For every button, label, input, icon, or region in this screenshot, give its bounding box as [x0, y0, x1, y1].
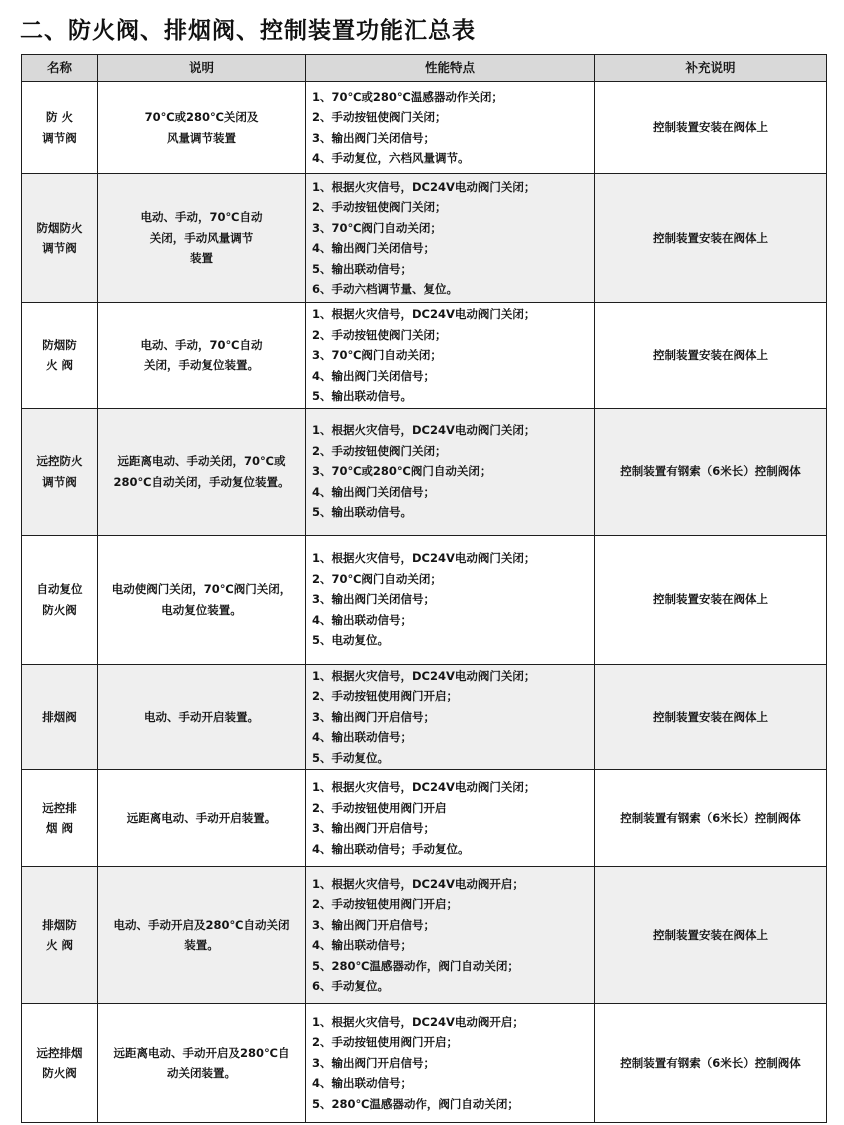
cell-name — [22, 664, 98, 770]
table-header-row — [22, 55, 827, 82]
cell-features — [306, 1004, 595, 1123]
feature-line: 2、手动按钮使阀门关闭； — [312, 200, 447, 214]
cell-description — [98, 1004, 306, 1123]
cell-description-line: 关闭，手动复位装置。 — [144, 358, 259, 373]
cell-name-line: 自动复位 — [36, 582, 83, 596]
feature-line: 3、输出阀门开启信号； — [312, 821, 436, 835]
feature-line: 1、根据火灾信号，DC24V电动阀门关闭； — [312, 307, 536, 321]
table-row — [22, 1004, 827, 1123]
cell-description-line: 风量调节装置 — [167, 130, 236, 145]
feature-line: 5、输出联动信号。 — [312, 505, 413, 520]
feature-line: 3、输出阀门开启信号； — [312, 917, 436, 932]
cell-name-line: 防烟防 — [42, 337, 77, 352]
cell-features — [306, 174, 595, 303]
feature-line: 2、手动按钮使阀门关闭； — [312, 110, 447, 124]
feature-line: 5、手动复位。 — [312, 750, 390, 765]
cell-description — [98, 535, 306, 664]
cell-notes: 控制装置安装在阀体上 — [595, 174, 827, 303]
feature-line: 1、根据火灾信号，DC24V电动阀门关闭； — [312, 179, 536, 194]
feature-line: 4、输出阀门关闭信号； — [312, 368, 436, 383]
feature-line: 4、输出阀门关闭信号； — [312, 484, 436, 499]
table-body — [22, 82, 827, 1123]
cell-name-line: 防烟防火 — [36, 220, 83, 235]
header-notes: 补充说明 — [595, 55, 827, 82]
cell-features — [306, 82, 595, 174]
cell-description — [98, 664, 306, 770]
feature-line: 5、输出联动信号。 — [312, 389, 413, 403]
cell-description-line: 远距离电动、手动开启装置。 — [126, 810, 277, 825]
table-row — [22, 408, 827, 535]
cell-description — [98, 770, 306, 867]
feature-line: 1、根据火灾信号，DC24V电动阀门关闭； — [312, 551, 536, 566]
feature-line: 5、280℃温感器动作，阀门自动关闭； — [312, 1096, 519, 1111]
cell-description-line: 电动复位装置。 — [161, 602, 242, 617]
cell-notes: 控制装置有钢索（6米长）控制阀体 — [595, 408, 827, 535]
cell-name-line: 排烟防 — [42, 917, 77, 932]
cell-name — [22, 770, 98, 867]
cell-name-line: 防火阀 — [42, 602, 77, 617]
cell-description-line: 电动、手动开启装置。 — [144, 709, 259, 724]
cell-features — [306, 770, 595, 867]
cell-name-line: 烟 阀 — [45, 821, 73, 835]
cell-description-line: 280℃自动关闭，手动复位装置。 — [113, 474, 290, 489]
cell-name-line: 防 火 — [45, 110, 73, 124]
feature-line: 6、手动复位。 — [312, 979, 390, 993]
cell-description-line: 电动、手动，70℃自动 — [140, 337, 263, 352]
cell-notes: 控制装置安装在阀体上 — [595, 867, 827, 1004]
feature-line: 2、手动按钮使用阀门开启 — [312, 800, 447, 815]
cell-description-line: 装置 — [190, 251, 213, 266]
feature-line: 4、输出联动信号； — [312, 938, 413, 952]
feature-line: 3、输出阀门关闭信号； — [312, 592, 436, 607]
feature-line: 6、手动六档调节量、复位。 — [312, 282, 459, 296]
header-description: 说明 — [98, 55, 306, 82]
feature-line: 3、70℃阀门自动关闭； — [312, 348, 442, 362]
cell-description-line: 70℃或280℃关闭及 — [144, 110, 259, 124]
cell-description-line: 动关闭装置。 — [167, 1066, 236, 1080]
cell-description — [98, 82, 306, 174]
feature-line: 3、输出阀门开启信号； — [312, 1055, 436, 1070]
cell-features — [306, 867, 595, 1004]
cell-notes: 控制装置有钢索（6米长）控制阀体 — [595, 1004, 827, 1123]
feature-line: 2、手动按钮使阀门关闭； — [312, 443, 447, 458]
cell-description-line: 关闭，手动风量调节 — [149, 230, 254, 245]
feature-line: 1、根据火灾信号，DC24V电动阀开启； — [312, 1014, 524, 1029]
feature-line: 2、手动按钮使阀门关闭； — [312, 327, 447, 342]
feature-line: 2、手动按钮使用阀门开启； — [312, 897, 459, 911]
cell-description-line: 电动、手动开启及280℃自动关闭 — [113, 917, 290, 932]
cell-description — [98, 867, 306, 1004]
cell-name — [22, 535, 98, 664]
feature-line: 5、输出联动信号； — [312, 261, 413, 276]
cell-description-line: 远距离电动、手动开启及280℃自 — [113, 1045, 290, 1060]
table-row — [22, 535, 827, 664]
cell-name-line: 远控排烟 — [36, 1045, 83, 1060]
feature-line: 3、输出阀门开启信号； — [312, 709, 436, 724]
cell-name-line: 防火阀 — [42, 1066, 77, 1080]
cell-name — [22, 174, 98, 303]
cell-name-line: 火 阀 — [45, 938, 73, 952]
cell-name-line: 远控排 — [42, 800, 77, 815]
feature-line: 1、70℃或280℃温感器动作关闭； — [312, 89, 503, 104]
header-features: 性能特点 — [306, 55, 595, 82]
cell-name — [22, 867, 98, 1004]
cell-notes: 控制装置有钢索（6米长）控制阀体 — [595, 770, 827, 867]
cell-name — [22, 82, 98, 174]
feature-line: 4、输出联动信号；手动复位。 — [312, 841, 470, 856]
feature-line: 3、70℃阀门自动关闭； — [312, 220, 442, 235]
cell-notes: 控制装置安装在阀体上 — [595, 664, 827, 770]
table-row — [22, 770, 827, 867]
feature-line: 1、根据火灾信号，DC24V电动阀门关闭； — [312, 780, 536, 794]
cell-name — [22, 303, 98, 409]
feature-line: 2、70℃阀门自动关闭； — [312, 571, 442, 586]
cell-features — [306, 664, 595, 770]
cell-notes: 控制装置安装在阀体上 — [595, 303, 827, 409]
cell-features — [306, 303, 595, 409]
cell-name-line: 远控防火 — [36, 454, 83, 468]
cell-description-line: 远距离电动、手动关闭，70℃或 — [117, 454, 286, 468]
feature-line: 2、手动按钮使用阀门开启； — [312, 689, 459, 703]
feature-line: 3、70℃或280℃阀门自动关闭； — [312, 464, 492, 479]
feature-line: 4、输出联动信号； — [312, 612, 413, 627]
cell-description — [98, 174, 306, 303]
table-row — [22, 174, 827, 303]
feature-line: 2、手动按钮使用阀门开启； — [312, 1035, 459, 1050]
feature-line: 3、输出阀门关闭信号； — [312, 130, 436, 145]
table-row — [22, 303, 827, 409]
page-title: 二、防火阀、排烟阀、控制装置功能汇总表 — [20, 18, 476, 44]
cell-notes: 控制装置安装在阀体上 — [595, 82, 827, 174]
cell-description — [98, 408, 306, 535]
table-row — [22, 664, 827, 770]
cell-description — [98, 303, 306, 409]
feature-line: 5、280℃温感器动作，阀门自动关闭； — [312, 958, 519, 973]
table-row — [22, 867, 827, 1004]
feature-line: 1、根据火灾信号，DC24V电动阀门关闭； — [312, 668, 536, 683]
cell-description-line: 电动、手动，70℃自动 — [140, 210, 263, 225]
feature-line: 4、输出联动信号； — [312, 1076, 413, 1091]
feature-line: 4、输出联动信号； — [312, 730, 413, 744]
valve-function-summary-table — [21, 54, 827, 1123]
cell-name — [22, 408, 98, 535]
cell-name — [22, 1004, 98, 1123]
cell-name-line: 调节阀 — [42, 241, 77, 255]
cell-features — [306, 535, 595, 664]
table-row — [22, 82, 827, 174]
feature-line: 1、根据火灾信号，DC24V电动阀门关闭； — [312, 423, 536, 438]
feature-line: 5、电动复位。 — [312, 633, 390, 648]
cell-features — [306, 408, 595, 535]
cell-name-line: 调节阀 — [42, 130, 77, 145]
feature-line: 4、输出阀门关闭信号； — [312, 241, 436, 255]
cell-description-line: 电动使阀门关闭，70℃阀门关闭， — [111, 582, 292, 596]
feature-line: 1、根据火灾信号，DC24V电动阀开启； — [312, 876, 524, 891]
cell-name-line: 火 阀 — [45, 358, 73, 373]
feature-line: 4、手动复位，六档风量调节。 — [312, 151, 470, 165]
cell-name-line: 调节阀 — [42, 474, 77, 489]
cell-description-line: 装置。 — [184, 938, 219, 952]
header-name: 名称 — [22, 55, 98, 82]
cell-notes: 控制装置安装在阀体上 — [595, 535, 827, 664]
cell-name-line: 排烟阀 — [42, 709, 77, 724]
